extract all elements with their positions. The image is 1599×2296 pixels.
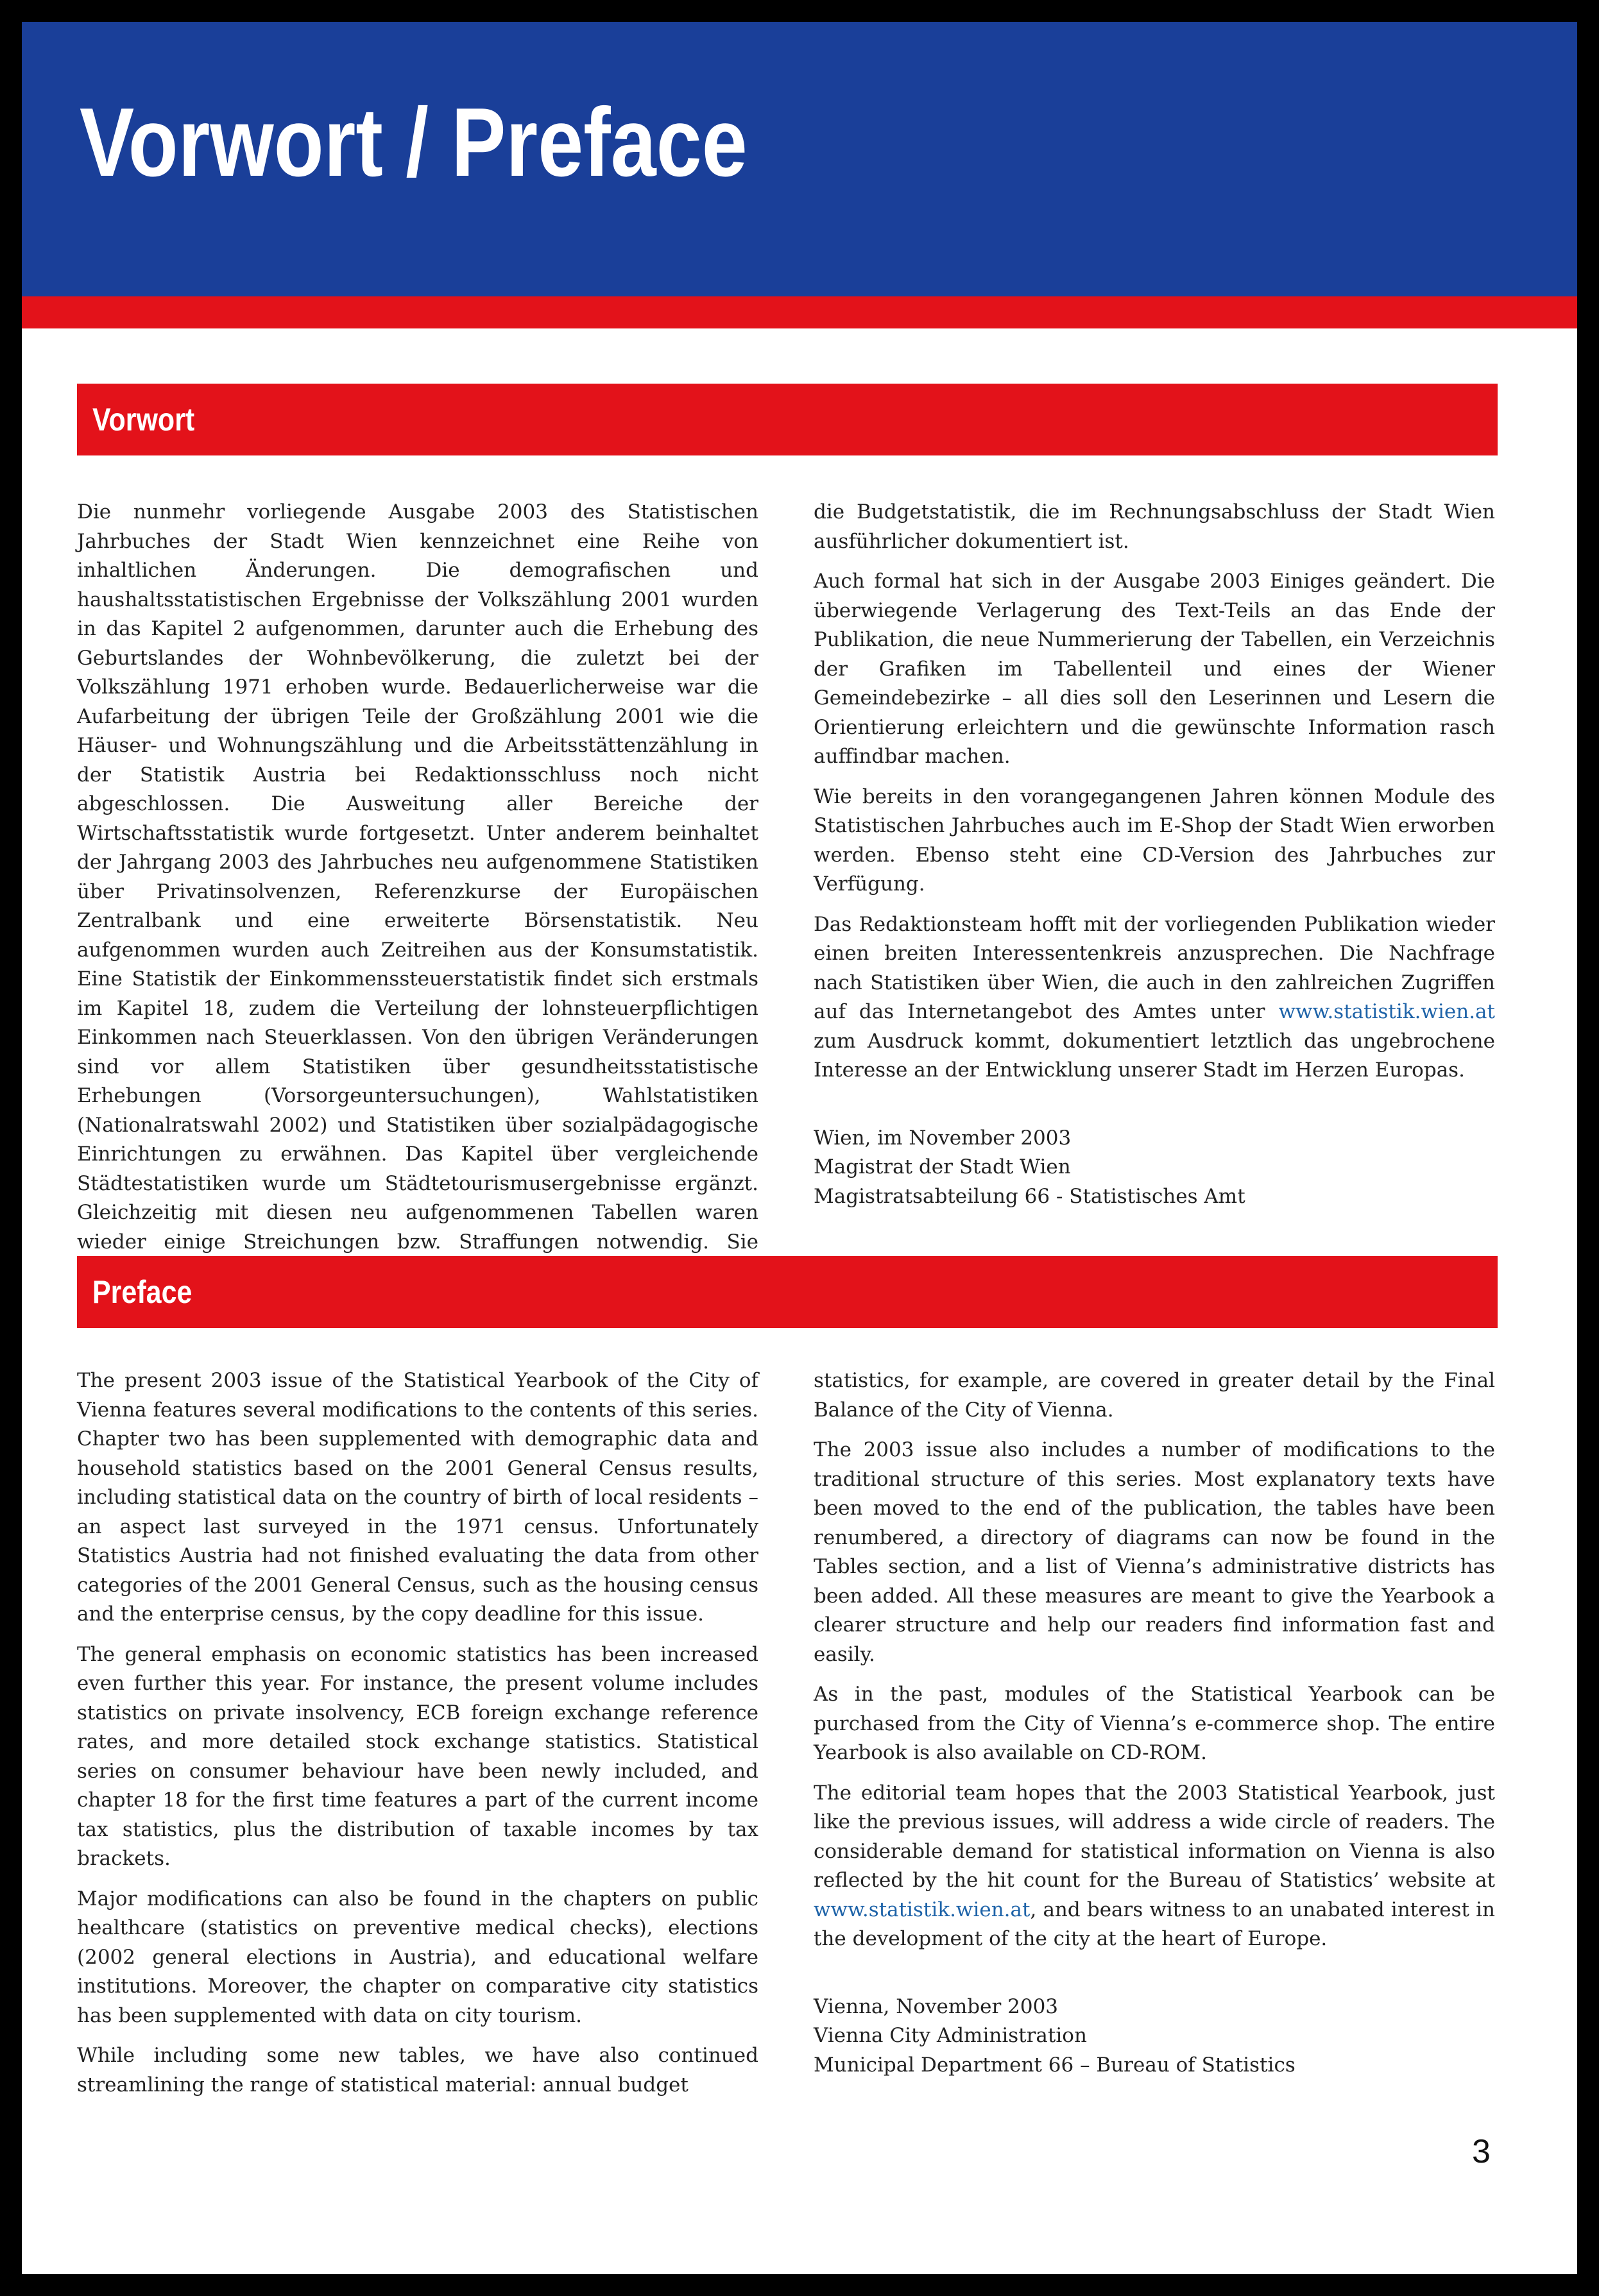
preface-paragraph: As in the past, modules of the Statistical Yearbook can be purchased from the City of Vienna’s e-commerce shop. The entire Yearbook is also available on CD-ROM. <box>814 1683 1495 1764</box>
page-number: 3 <box>1472 2133 1491 2170</box>
vorwort-text: Das Redaktionsteam hofft mit der vorliegenden Publikation wieder einen breiten Interessentenkreis anzusprechen. Die Nachfrage nach Statistiken über Wien, die auch in den zahlreichen Zugriffen auf das Internetangebot des Amtes unter <box>814 912 1495 1023</box>
header-banner <box>22 22 1577 296</box>
page <box>22 22 1577 2274</box>
preface-text: The editorial team hopes that the 2003 Statistical Yearbook, just like the previous issues, will address a wide circle of readers. The considerable demand for statistical information on Vienna is also reflected by the hit count for the Bureau of Statistics’ website at <box>814 1781 1495 1892</box>
preface-signature <box>814 1993 1495 2080</box>
page-title: Vorwort / Preface <box>80 88 748 197</box>
section-heading-vorwort: Vorwort <box>92 402 195 438</box>
vorwort-paragraph: Die nunmehr vorliegende Ausgabe 2003 des Statistischen Jahrbuches der Stadt Wien kennzeichnet eine Reihe von inhaltlichen Änderungen. Die demografischen und haushaltsstatistischen Ergebnisse der Volkszählung 2001 wurden in das Kapitel 2 aufgenommen, darunter auch die Erhebung des Geburtslandes der Wohnbevölkerung, die zuletzt bei der Volkszählung 1971 erhoben wurde. Bedauerlicherweise war die Aufarbeitung der übrigen Teile der Großzählung 2001 wie die Häuser- und Wohnungszählung und die Arbeitsstättenzählung in der Statistik Austria bei Redaktionsschluss noch nicht abgeschlossen. Die Ausweitung aller Bereiche der Wirtschaftsstatistik wurde fortgesetzt. Unter anderem beinhaltet der Jahrgang 2003 des Jahrbuches neu aufgenommene Statistiken über Privatinsolvenzen, Referenzkurse der Europäischen Zentralbank und eine erweiterte Börsenstatistik. Neu aufgenommen wurden auch Zeitreihen aus der Konsumstatistik. Eine Statistik der Einkommenssteuerstatistik findet sich erstmals im Kapitel 18, zudem die Verteilung der lohnsteuerpflichtigen Einkommen nach Steuerklassen. Von den übrigen Veränderungen sind vor allem Statistiken über gesundheitsstatistische Erhebungen (Vorsorgeuntersuchungen), Wahlstatistiken (Nationalratswahl 2002) und Statistiken über sozialpädagogische Einrichtungen zu erwähnen. Das Kapitel über vergleichende Städtestatistiken wurde um Städtetourismusergebnisse ergänzt. Gleichzeitig mit diesen neu aufgenommenen Tabellen waren wieder einige Streichungen bzw. Straffungen notwendig. Sie <box>77 500 758 1254</box>
section-bar-vorwort <box>77 384 1498 455</box>
preface-paragraph: The general emphasis on economic statistics has been increased even further this year. For instance, the present volume includes statistics on private insolvency, ECB foreign exchange reference rates, and more detailed stock exchange statistics. Statistical series on consumer behaviour have been newly included, and chapter 18 for the first time features a part of the current income tax statistics, plus the distribution of taxable incomes by tax brackets. <box>77 1642 758 1870</box>
vorwort-paragraph <box>814 910 1495 1085</box>
website-link[interactable]: www.statistik.wien.at <box>1278 1000 1495 1023</box>
preface-text: , and bears witness to an unabated interest in the development of the city at the heart of Europe. <box>814 1898 1495 1950</box>
section-heading-preface: Preface <box>92 1274 192 1310</box>
section-bar-preface <box>77 1256 1498 1328</box>
preface-left-column <box>77 1366 758 2111</box>
website-link[interactable]: www.statistik.wien.at <box>814 1898 1030 1921</box>
preface-paragraph <box>814 1779 1495 1954</box>
signature-date: Wien, im November 2003 <box>814 1126 1072 1150</box>
signature-department: Magistratsabteilung 66 - Statistisches Amt <box>814 1184 1245 1208</box>
preface-paragraph: The present 2003 issue of the Statistical Yearbook of the City of Vienna features several modifications to the contents of this series. Chapter two has been supplemented with demographic data and household statistics based on the 2001 General Census results, including statistical data on the country of birth of local residents – an aspect last surveyed in the 1971 census. Unfortunately Statistics Austria had not finished evaluating the data from other categories of the 2001 General Census, such as the housing census and the enterprise census, by the copy deadline for this issue. <box>77 1369 758 1626</box>
signature-organization: Magistrat der Stadt Wien <box>814 1155 1071 1178</box>
signature-organization: Vienna City Administration <box>814 2024 1087 2047</box>
vorwort-paragraph: Auch formal hat sich in der Ausgabe 2003 Einiges geändert. Die überwiegende Verlagerung des Text-Teils an das Ende der Publikation, die neue Nummerierung der Tabellen, ein Verzeichnis der Grafiken im Tabellenteil und eines der Wiener Gemeindebezirke – all dies soll den Leserinnen und Lesern die Orientierung erleichtern und die gewünschte Information rasch auffindbar machen. <box>814 570 1495 768</box>
vorwort-right-column <box>814 498 1495 1222</box>
header-accent-stripe <box>22 296 1577 328</box>
vorwort-signature <box>814 1124 1495 1212</box>
preface-paragraph: statistics, for example, are covered in greater detail by the Final Balance of the City of Vienna. <box>814 1369 1495 1422</box>
vorwort-paragraph: Wie bereits in den vorangegangenen Jahren können Module des Statistischen Jahrbuches auch im E-Shop der Stadt Wien erworben werden. Ebenso steht eine CD-Version des Jahrbuches zur Verfügung. <box>814 785 1495 896</box>
preface-paragraph: The 2003 issue also includes a number of modifications to the traditional structure of this series. Most explanatory texts have been moved to the end of the publication, the tables have been renumbered, a directory of diagrams can now be found in the Tables section, and a list of Vienna’s administrative districts has been added. All these measures are meant to give the Yearbook a clearer structure and help our readers find information fast and easily. <box>814 1438 1495 1666</box>
preface-paragraph: While including some new tables, we have also continued streamlining the range of statistical material: annual budget <box>77 2044 758 2096</box>
vorwort-text: zum Ausdruck kommt, dokumentiert letztlich das ungebrochene Interesse an der Entwicklung unserer Stadt im Herzen Europas. <box>814 1029 1495 1082</box>
signature-department: Municipal Department 66 – Bureau of Statistics <box>814 2053 1295 2077</box>
vorwort-paragraph: die Budgetstatistik, die im Rechnungsabschluss der Stadt Wien ausführlicher dokumentiert ist. <box>814 500 1495 553</box>
signature-date: Vienna, November 2003 <box>814 1994 1059 2018</box>
vorwort-left-column <box>77 498 758 1297</box>
preface-right-column <box>814 1366 1495 2091</box>
preface-paragraph: Major modifications can also be found in the chapters on public healthcare (statistics on preventive medical checks), elections (2002 general elections in Austria), and educational welfare institutions. Moreover, the chapter on comparative city statistics has been supplemented with data on city tourism. <box>77 1887 758 2027</box>
